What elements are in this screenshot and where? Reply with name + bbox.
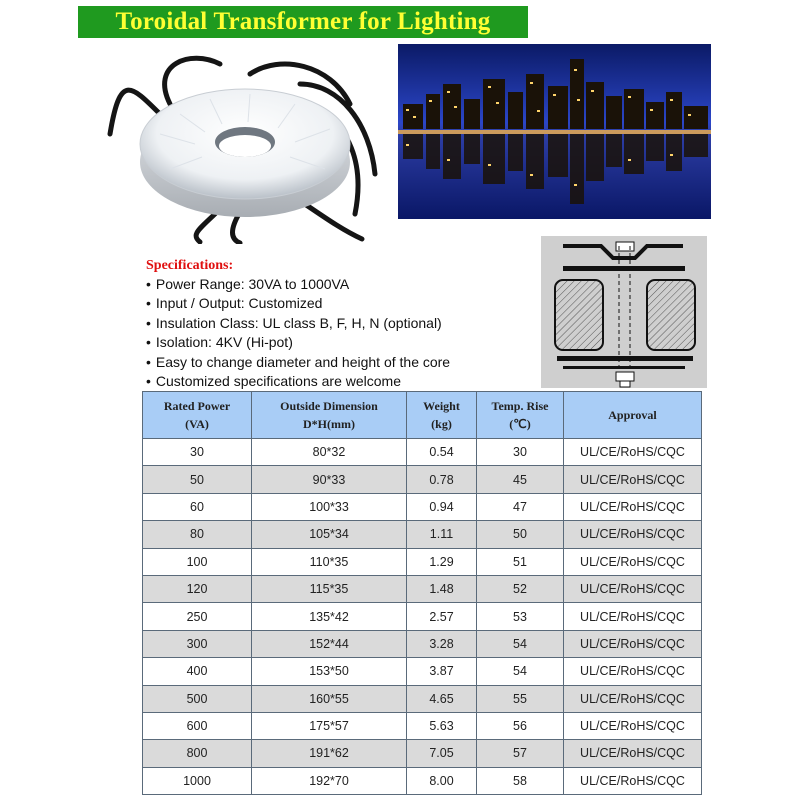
cell-approval: UL/CE/RoHS/CQC	[564, 603, 702, 630]
cell-approval: UL/CE/RoHS/CQC	[564, 548, 702, 575]
cell-outside-dimension: 105*34	[252, 521, 407, 548]
cell-weight: 1.29	[407, 548, 477, 575]
spec-item: • Insulation Class: UL class B, F, H, N (optional)	[146, 314, 536, 333]
cell-approval: UL/CE/RoHS/CQC	[564, 685, 702, 712]
title-banner	[78, 6, 528, 38]
cell-approval: UL/CE/RoHS/CQC	[564, 466, 702, 493]
cell-temp-rise: 53	[477, 603, 564, 630]
cell-approval: UL/CE/RoHS/CQC	[564, 712, 702, 739]
spec-item: • Input / Output: Customized	[146, 294, 536, 313]
cell-weight: 1.48	[407, 575, 477, 602]
cell-outside-dimension: 100*33	[252, 493, 407, 520]
cell-temp-rise: 54	[477, 658, 564, 685]
spec-item: • Customized specifications are welcome	[146, 372, 536, 391]
cell-weight: 5.63	[407, 712, 477, 739]
cell-outside-dimension: 175*57	[252, 712, 407, 739]
cell-rated-power: 120	[143, 575, 252, 602]
cell-approval: UL/CE/RoHS/CQC	[564, 493, 702, 520]
cell-approval: UL/CE/RoHS/CQC	[564, 767, 702, 794]
cell-approval: UL/CE/RoHS/CQC	[564, 630, 702, 657]
core-cross-section-diagram	[541, 236, 707, 388]
cell-approval: UL/CE/RoHS/CQC	[564, 439, 702, 466]
cell-rated-power: 80	[143, 521, 252, 548]
cell-weight: 2.57	[407, 603, 477, 630]
toroidal-transformer-image	[100, 44, 390, 244]
cell-approval: UL/CE/RoHS/CQC	[564, 575, 702, 602]
cell-outside-dimension: 160*55	[252, 685, 407, 712]
cell-temp-rise: 56	[477, 712, 564, 739]
header-approval: Approval	[564, 392, 702, 439]
cell-weight: 3.28	[407, 630, 477, 657]
cell-weight: 4.65	[407, 685, 477, 712]
cell-weight: 8.00	[407, 767, 477, 794]
cell-temp-rise: 55	[477, 685, 564, 712]
table-row	[143, 685, 702, 712]
cell-temp-rise: 51	[477, 548, 564, 575]
header-weight: Weight (kg)	[407, 392, 477, 439]
cell-temp-rise: 30	[477, 439, 564, 466]
table-header-row	[143, 392, 702, 439]
cell-weight: 1.11	[407, 521, 477, 548]
spec-item: • Power Range: 30VA to 1000VA	[146, 275, 536, 294]
cell-rated-power: 50	[143, 466, 252, 493]
cell-rated-power: 30	[143, 439, 252, 466]
cell-rated-power: 1000	[143, 767, 252, 794]
cell-rated-power: 60	[143, 493, 252, 520]
page-title: Toroidal Transformer for Lighting	[115, 8, 491, 35]
cell-temp-rise: 47	[477, 493, 564, 520]
table-row	[143, 630, 702, 657]
cell-outside-dimension: 90*33	[252, 466, 407, 493]
cell-weight: 7.05	[407, 740, 477, 767]
header-outside-dimension: Outside Dimension D*H(mm)	[252, 392, 407, 439]
cell-outside-dimension: 192*70	[252, 767, 407, 794]
cell-outside-dimension: 191*62	[252, 740, 407, 767]
table-row	[143, 767, 702, 794]
cell-rated-power: 100	[143, 548, 252, 575]
cell-temp-rise: 50	[477, 521, 564, 548]
cell-weight: 0.54	[407, 439, 477, 466]
table-row	[143, 466, 702, 493]
cell-approval: UL/CE/RoHS/CQC	[564, 740, 702, 767]
table-row	[143, 603, 702, 630]
cell-rated-power: 300	[143, 630, 252, 657]
table-row	[143, 575, 702, 602]
cell-outside-dimension: 153*50	[252, 658, 407, 685]
table-row	[143, 493, 702, 520]
table-row	[143, 439, 702, 466]
cell-rated-power: 800	[143, 740, 252, 767]
cell-temp-rise: 45	[477, 466, 564, 493]
cell-temp-rise: 54	[477, 630, 564, 657]
header-rated-power: Rated Power (VA)	[143, 392, 252, 439]
specifications-section	[146, 257, 536, 391]
cell-outside-dimension: 110*35	[252, 548, 407, 575]
cell-outside-dimension: 115*35	[252, 575, 407, 602]
cell-weight: 0.78	[407, 466, 477, 493]
cell-weight: 3.87	[407, 658, 477, 685]
cell-temp-rise: 57	[477, 740, 564, 767]
cell-rated-power: 400	[143, 658, 252, 685]
cell-outside-dimension: 135*42	[252, 603, 407, 630]
cell-rated-power: 250	[143, 603, 252, 630]
table-row	[143, 658, 702, 685]
specifications-heading: Specifications:	[146, 258, 234, 273]
cell-outside-dimension: 80*32	[252, 439, 407, 466]
table-row	[143, 740, 702, 767]
cell-approval: UL/CE/RoHS/CQC	[564, 521, 702, 548]
cell-temp-rise: 58	[477, 767, 564, 794]
table-row	[143, 521, 702, 548]
cell-weight: 0.94	[407, 493, 477, 520]
cell-outside-dimension: 152*44	[252, 630, 407, 657]
cell-temp-rise: 52	[477, 575, 564, 602]
specification-table	[142, 391, 702, 795]
table-row	[143, 548, 702, 575]
header-temp-rise: Temp. Rise (℃)	[477, 392, 564, 439]
table-row	[143, 712, 702, 739]
specifications-list	[146, 275, 536, 391]
cell-rated-power: 500	[143, 685, 252, 712]
city-skyline-image	[398, 44, 711, 219]
cell-rated-power: 600	[143, 712, 252, 739]
spec-item: • Isolation: 4KV (Hi-pot)	[146, 333, 536, 352]
cell-approval: UL/CE/RoHS/CQC	[564, 658, 702, 685]
spec-item: • Easy to change diameter and height of the core	[146, 353, 536, 372]
